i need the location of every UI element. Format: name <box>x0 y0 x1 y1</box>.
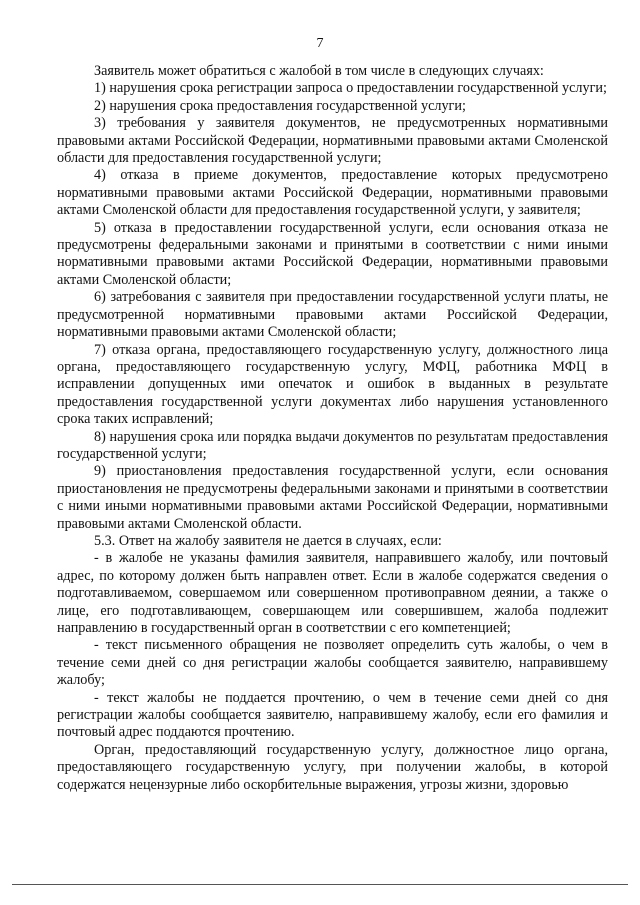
paragraph-bullet-3: - текст жалобы не поддается прочтению, о чем в течение семи дней со дня регистрации жалобы сообщается заявителю, направившему жалобу, если его фамилия и почтовый адрес поддаются прочтению. <box>57 689 608 741</box>
paragraph-item-4: 4) отказа в приеме документов, предоставление которых предусмотрено нормативными правовыми актами Российской Федерации, нормативными правовыми актами Смоленской области для предоставления государственной услуги, у заявителя; <box>57 167 608 219</box>
document-body <box>57 63 608 794</box>
paragraph-item-8: 8) нарушения срока или порядка выдачи документов по результатам предоставления государственной услуги; <box>57 428 608 462</box>
paragraph-item-7: 7) отказа органа, предоставляющего государственную услугу, должностного лица органа, предоставляющего государственную услугу, МФЦ, работника МФЦ в исправлении допущенных ими опечаток и ошибок в выданных в результате предоставления государственной услуги документах либо нарушения установленного срока таких исправлений; <box>57 341 608 428</box>
paragraph-item-9: 9) приостановления предоставления государственной услуги, если основания приостановления не предусмотрены федеральными законами и принятыми в соответствии с ними иными нормативными правовыми актами Российской Федерации, нормативными правовыми актами Смоленской области. <box>57 463 608 532</box>
paragraph-item-5: 5) отказа в предоставлении государственной услуги, если основания отказа не предусмотрены федеральными законами и принятыми в соответствии с ними иными нормативными правовыми актами Российской Федерации, нормативными правовыми актами Смоленской области; <box>57 219 608 288</box>
paragraph-intro: Заявитель может обратиться с жалобой в том числе в следующих случаях: <box>94 63 544 79</box>
paragraph-item-1: 1) нарушения срока регистрации запроса о предоставлении государственной услуги; <box>94 80 607 97</box>
paragraph-item-3: 3) требования у заявителя документов, не предусмотренных нормативными правовыми актами Российской Федерации, нормативными правовыми актами Смоленской области для предоставления государственной услуги; <box>57 115 608 167</box>
paragraph-bullet-2: - текст письменного обращения не позволяет определить суть жалобы, о чем в течение семи дней со дня регистрации жалобы сообщается заявителю, направившему жалобу; <box>57 637 608 689</box>
page-number: 7 <box>316 36 324 51</box>
footer-divider <box>12 884 628 885</box>
paragraph-final: Орган, предоставляющий государственную услугу, должностное лицо органа, предоставляющего государственную услугу, при получении жалобы, в которой содержатся нецензурные либо оскорбительные выражения, угрозы жизни, здоровью <box>57 741 608 793</box>
paragraph-item-6: 6) затребования с заявителя при предоставлении государственной услуги платы, не предусмотренной нормативными правовыми актами Российской Федерации, нормативными правовыми актами Смоленской области; <box>57 289 608 341</box>
paragraph-item-2: 2) нарушения срока предоставления государственной услуги; <box>94 97 466 114</box>
paragraph-bullet-1: - в жалобе не указаны фамилия заявителя, направившего жалобу, или почтовый адрес, по которому должен быть направлен ответ. Если в жалобе содержатся сведения о подготавливаемом, совершаемом или совершенном противоправном деянии, а также о лице, его подготавливающем, совершающем или совершившем, жалоба подлежит направлению в государственный орган в соответствии с его компетенцией; <box>57 550 608 636</box>
section-5-3-heading: 5.3. Ответ на жалобу заявителя не дается в случаях, если: <box>94 532 442 549</box>
